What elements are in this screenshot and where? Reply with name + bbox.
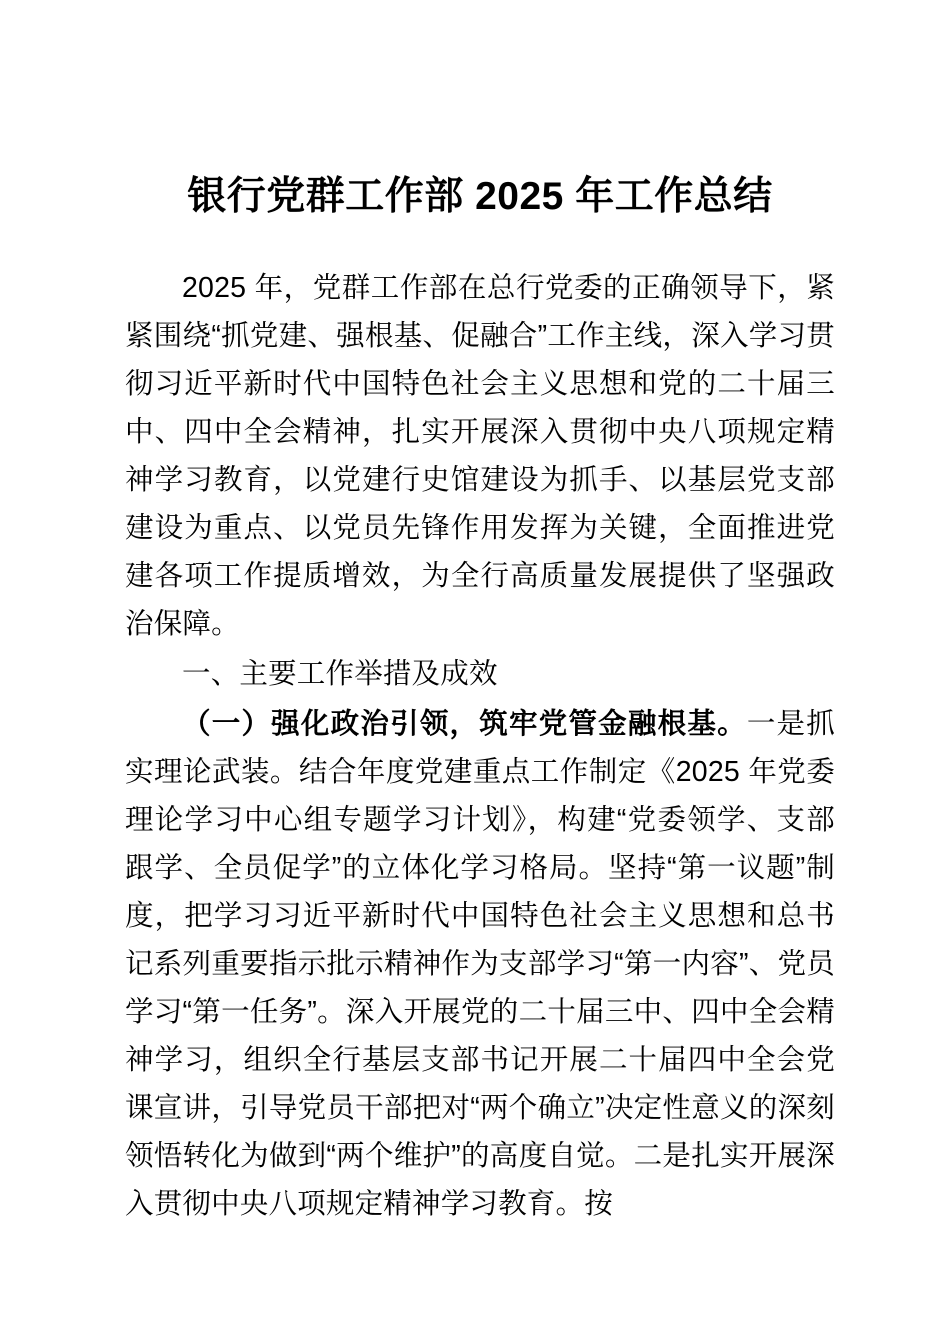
- section-heading-1: 一、主要工作举措及成效: [182, 658, 498, 690]
- subsection-1-1: [125, 700, 835, 1228]
- subsection-1-1-body: 一是抓实理论武装。结合年度党建重点工作制定《2025 年党委理论学习中心组专题学习计划》，构建“党委领学、支部跟学、全员促学”的立体化学习格局。坚持“第一议题”制度，把学习习近平新时代中国特色社会主义思想和总书记系列重要指示批示精神作为支部学习“第一内容”、党员学习“第一任务”。深入开展党的二十届三中、四中全会精神学习，组织全行基层支部书记开展二十届四中全会党课宣讲，引导党员干部把对“两个确立”决定性意义的深刻领悟转化为做到“两个维护”的高度自觉。二是扎实开展深入贯彻中央八项规定精神学习教育。按: [125, 708, 835, 1220]
- subsection-1-1-heading: （一）强化政治引领，筑牢党管金融根基。: [182, 708, 747, 740]
- paragraph-intro: 2025 年，党群工作部在总行党委的正确领导下，紧紧围绕“抓党建、强根基、促融合”工作主线，深入学习贯彻习近平新时代中国特色社会主义思想和党的二十届三中、四中全会精神，扎实开展深入贯彻中央八项规定精神学习教育，以党建行史馆建设为抓手、以基层党支部建设为重点、以党员先锋作用发挥为关键，全面推进党建各项工作提质增效，为全行高质量发展提供了坚强政治保障。: [125, 272, 835, 640]
- document-body: [125, 0, 835, 1228]
- page-title: 银行党群工作部 2025 年工作总结: [187, 175, 773, 218]
